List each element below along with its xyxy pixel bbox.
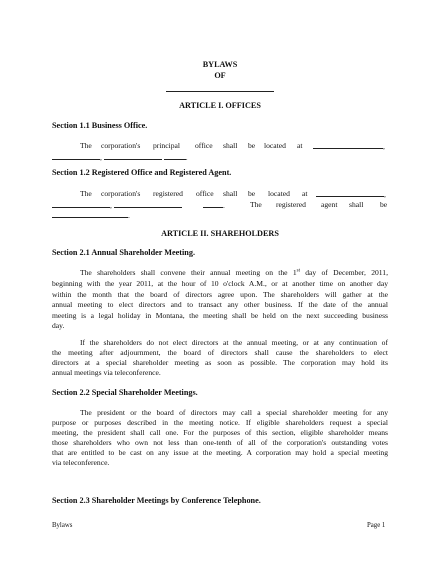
s11-word: office	[195, 141, 213, 150]
paragraph-line: The shareholders shall convene their annual meeting on the 1st day of December, 2011,	[80, 268, 388, 277]
section-1-2-heading: Section 1.2 Registered Office and Registered Agent.	[52, 168, 232, 177]
section-2-2-heading: Section 2.2 Special Shareholder Meetings.	[52, 388, 198, 397]
company-name-blank	[166, 91, 274, 92]
s11-word: principal	[153, 141, 180, 150]
s11-word: located	[264, 141, 286, 150]
paragraph-line: directors at a special shareholder meeting as soon as possible. The corporation may hold its	[52, 358, 388, 367]
s12-word: office	[196, 189, 214, 198]
s12-word: The	[250, 200, 262, 209]
paragraph-line: beginning with the year 2011, at the hour of 10 o'clock A.M., or at another time on another day	[52, 279, 388, 288]
paragraph-line: that are entitled to be cast on any issue at the meeting. A corporation may hold a special meeting	[52, 448, 388, 457]
s12-word: shall	[349, 200, 364, 209]
paragraph-line: annual meeting to elect directors and to transact any other business. If the date of the annual	[52, 300, 388, 309]
s11-word: at	[297, 141, 303, 150]
s12-word: be	[248, 189, 256, 198]
paragraph-line: meeting, the president shall call one. For the purposes of this section, eligible shareholder means	[52, 428, 388, 437]
s12-word: at	[302, 189, 308, 198]
section-2-3-heading: Section 2.3 Shareholder Meetings by Conference Telephone.	[52, 496, 261, 505]
document-title-of: OF	[214, 71, 226, 80]
paragraph-line: the meeting after adjournment, the board of directors shall cause the shareholders to elect	[52, 348, 388, 357]
address-blank: ,	[316, 189, 386, 200]
s12-word: be	[380, 200, 388, 209]
paragraph-line: purpose or purposes described in the meeting notice. If eligible shareholders request a special	[52, 418, 388, 427]
paragraph-line: those shareholders who own not less than one-tenth of all of the corporation's outstanding votes	[52, 438, 388, 447]
section-2-1-heading: Section 2.1 Annual Shareholder Meeting.	[52, 248, 195, 257]
s12-word: shall	[223, 189, 238, 198]
s12-word: registered	[276, 200, 306, 209]
s11-word: corporation's	[101, 141, 141, 150]
paragraph-line: via teleconference.	[52, 458, 110, 467]
paragraph-line: day.	[52, 321, 65, 330]
footer-left: Bylaws	[52, 522, 73, 529]
s11-word: The	[80, 141, 92, 150]
article-2-heading: ARTICLE II. SHAREHOLDERS	[161, 229, 279, 238]
s12-word: located	[268, 189, 290, 198]
s11-word: shall	[223, 141, 238, 150]
paragraph-line: within the month that the board of directors agree upon. The shareholders will gather at the	[52, 290, 388, 299]
s12-word: registered	[153, 189, 183, 198]
zip-blank: .	[203, 200, 225, 211]
city-state-blank: , .	[52, 152, 188, 163]
section-1-1-heading: Section 1.1 Business Office.	[52, 121, 148, 130]
s12-word: agent	[321, 200, 338, 209]
s12-word: corporation's	[101, 189, 141, 198]
agent-name-blank: .	[52, 210, 130, 221]
article-1-heading: ARTICLE I. OFFICES	[179, 101, 261, 110]
paragraph-line: annual meetings via teleconference.	[52, 368, 161, 377]
city-state-blank: ,	[52, 200, 182, 211]
paragraph-line: If the shareholders do not elect directors at the annual meeting, or at any continuation of	[80, 338, 388, 347]
s12-word: The	[80, 189, 92, 198]
document-title: BYLAWS	[202, 60, 238, 69]
address-blank: ,	[313, 141, 385, 152]
s11-word: be	[248, 141, 256, 150]
page-number: Page 1	[367, 522, 386, 529]
paragraph-line: meeting is a legal holiday in Montana, the meeting shall be held on the next succeeding business	[52, 311, 388, 320]
paragraph-line: The president or the board of directors may call a special shareholder meeting for any	[80, 408, 388, 417]
